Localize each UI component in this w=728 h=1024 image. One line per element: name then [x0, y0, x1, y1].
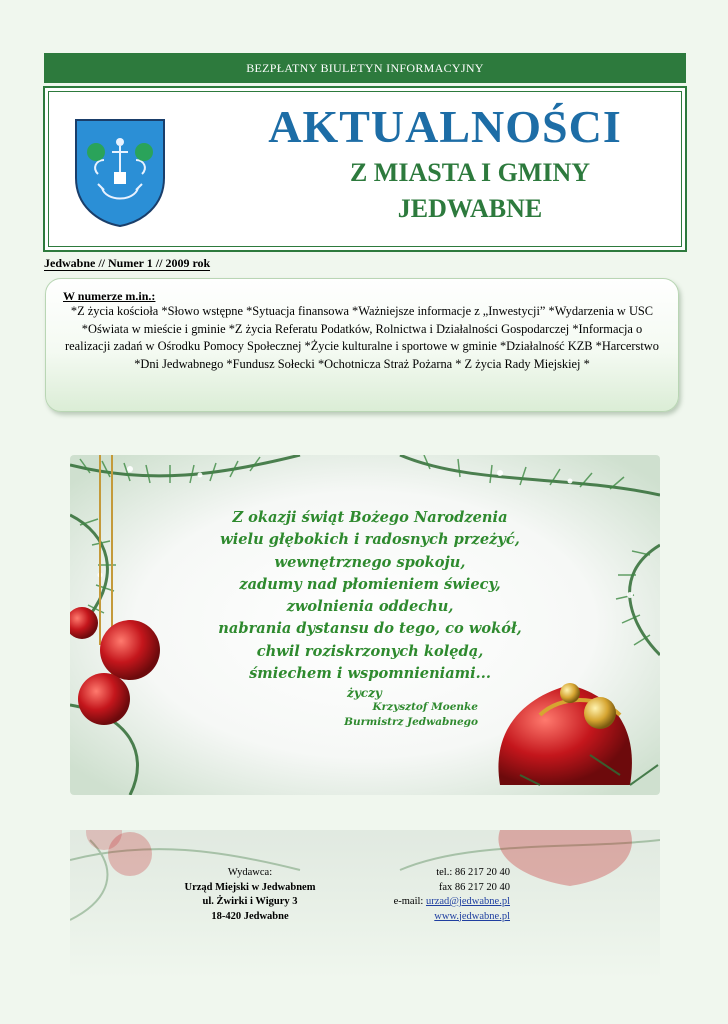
greeting-line: wielu głębokich i radosnych przeżyć,: [220, 531, 520, 549]
publisher-city: 18-420 Jedwabne: [211, 910, 289, 922]
footer: [70, 830, 660, 980]
greeting-line: wewnętrznego spokoju,: [274, 553, 466, 571]
fax: fax 86 217 20 40: [438, 881, 510, 893]
masthead: [43, 86, 687, 252]
contents-list: *Z życia kościoła *Słowo wstępne *Sytuacja finansowa *Ważniejsze informacje z „Inwestycji” *Wydarzenia w USC *Oświata w mieście i gminie *Z życia Referatu Podatków, Rolnictwa i Działalności Gospodarczej *Informacja o realizacji zadań w Ośrodku Pomocy Społecznej *Życie kulturalne i sportowe w gminie *Działalność KZB *Harcerstwo *Dni Jedwabnego *Fundusz Sołecki *Ochotnicza Straż Pożarna * Z życia Rady Miejskiej *: [65, 304, 659, 371]
issue-info: Jedwabne // Numer 1 // 2009 rok: [44, 256, 211, 270]
greeting-line: śmiechem i wspomnieniami...: [249, 665, 491, 683]
header-bar-text: BEZPŁATNY BIULETYN INFORMACYJNY: [246, 60, 484, 75]
email-label: e-mail:: [393, 896, 424, 907]
contact-block: [360, 866, 510, 924]
signer-role: Burmistrz Jedwabnego: [344, 716, 478, 728]
page-subtitle-line1: Z MIASTA I GMINY: [349, 158, 591, 187]
greeting-line: Z okazji świąt Bożego Narodzenia: [232, 509, 508, 526]
greeting-line: nabrania dystansu do tego, co wokół,: [218, 620, 522, 638]
greeting-wishes: życzy: [347, 686, 382, 700]
website-line: [360, 910, 510, 925]
website-link[interactable]: www.jedwabne.pl: [434, 910, 510, 922]
email-line: [360, 895, 510, 910]
publisher-street: ul. Żwirki i Wigury 3: [202, 896, 298, 907]
greeting-line: zadumy nad płomieniem świecy,: [239, 575, 501, 593]
phone: tel.: 86 217 20 40: [436, 867, 510, 878]
signer-name: Krzysztof Moenke: [372, 701, 478, 713]
coat-of-arms-icon: [74, 118, 166, 228]
publisher-label: Wydawca:: [227, 867, 273, 878]
contents-heading: W numerze m.in.:: [63, 289, 156, 303]
page-subtitle-line2: JEDWABNE: [397, 194, 543, 223]
christmas-greeting: [70, 455, 660, 795]
publisher-name: Urząd Miejski w Jedwabnem: [184, 881, 316, 893]
contents-box: [45, 278, 679, 412]
greeting-line: zwolnienia oddechu,: [286, 598, 454, 616]
publisher-block: [165, 866, 335, 924]
greeting-text: [190, 507, 550, 685]
header-bar: [44, 53, 686, 83]
email-link[interactable]: urzad@jedwabne.pl: [425, 896, 510, 907]
page-title: AKTUALNOŚCI: [268, 101, 622, 152]
greeting-line: chwil roziskrzonych kolędą,: [256, 642, 484, 660]
